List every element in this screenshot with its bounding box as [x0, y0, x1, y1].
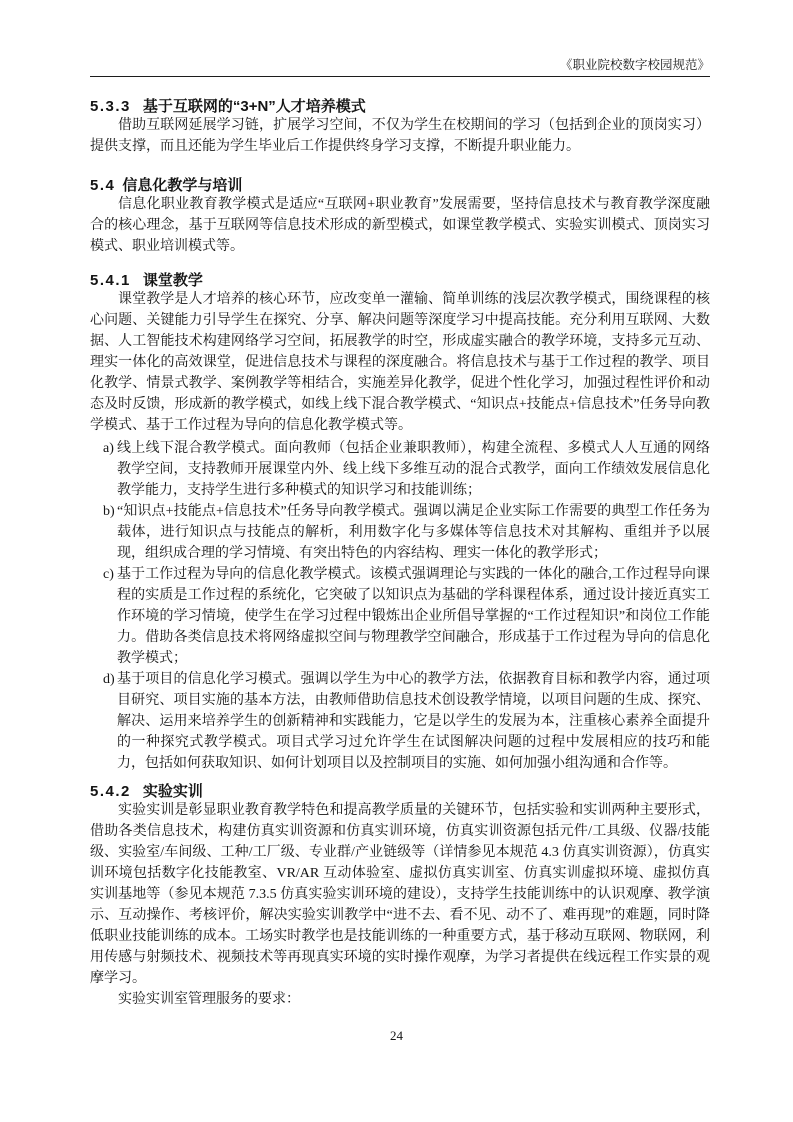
list-marker: d) — [103, 672, 115, 687]
body-paragraph: 借助互联网延展学习链，扩展学习空间，不仅为学生在校期间的学习（包括到企业的顶岗实习）提供支撑，而且还能为学生毕业后工作提供终身学习支撑，不断提升职业能力。 — [90, 118, 710, 154]
page-content — [90, 57, 710, 1010]
list-item-text: “知识点+技能点+信息技术”任务导向教学模式。强调以满足企业实际工作需要的典型工作任务为载体，进行知识点与技能点的解析，利用数字化与多媒体等信息技术对其解构、重组并予以展现，组织成合理的学习情境、有突出特色的内容结构、理实一体化的教学形式； — [117, 504, 710, 561]
document-title: 《职业院校数字校园规范》 — [559, 58, 710, 72]
section-title: 实验实训 — [142, 783, 203, 800]
section-heading-5-3-3 — [90, 98, 710, 115]
teaching-mode-list — [90, 438, 710, 774]
list-item-text: 基于项目的信息化学习模式。强调以学生为中心的教学方法，依据教育目标和教学内容，通过项目研究、项目实施的基本方法，由教师借助信息技术创设教学情境，以项目问题的生成、探究、解决、运用来培养学生的创新精神和实践能力，它是以学生的发展为本，注重核心素养全面提升的一种探究式教学模式。项目式学习过允许学生在试图解决问题的过程中发展相应的技巧和能力，包括如何获取知识、如何计划项目以及控制项目的实施、如何加强小组沟通和合作等。 — [117, 672, 710, 771]
page-number: 24 — [390, 1028, 403, 1043]
list-item-text: 基于工作过程为导向的信息化教学模式。该模式强调理论与实践的一体化的融合,工作过程导向课程的实质是工作过程的系统化，它突破了以知识点为基础的学科课程体系，通过设计接近真实工作环境的学习情境，使学生在学习过程中锻炼出企业所倡导掌握的“工作过程知识”和岗位工作能力。借助各类信息技术将网络虚拟空间与物理教学空间融合，形成基于工作过程为导向的信息化教学模式； — [117, 567, 710, 666]
section-number: 5.3.3 — [90, 98, 131, 115]
section-title: 基于互联网的“3+N”人才培养模式 — [142, 98, 366, 115]
body-paragraph: 信息化职业教育教学模式是适应“互联网+职业教育”发展需要，坚持信息技术与教育教学深度融合的核心理念，基于互联网等信息技术形成的新型模式，如课堂教学模式、实验实训模式、顶岗实习模式、职业培训模式等。 — [90, 197, 710, 254]
list-marker: b) — [103, 504, 115, 519]
list-item — [90, 564, 710, 669]
body-paragraph: 实验实训室管理服务的要求： — [118, 992, 300, 1007]
page-header — [90, 57, 710, 77]
section-heading-5-4-2 — [90, 783, 710, 800]
list-item-text: 线上线下混合教学模式。面向教师（包括企业兼职教师），构建全流程、多模式人人互通的网络教学空间，支持教师开展课堂内外、线上线下多维互动的混合式教学，面向工作绩效发展信息化教学能力，支持学生进行多种模式的知识学习和技能训练； — [117, 441, 710, 498]
list-item — [90, 669, 710, 774]
section-heading-5-4-1 — [90, 272, 710, 289]
section-number: 5.4.1 — [90, 272, 131, 289]
section-number: 5.4 — [90, 177, 116, 194]
list-marker: a) — [103, 441, 114, 456]
section-heading-5-4 — [90, 177, 710, 194]
section-number: 5.4.2 — [90, 783, 131, 800]
list-item — [90, 501, 710, 564]
list-marker: c) — [103, 567, 114, 582]
list-item — [90, 438, 710, 501]
body-paragraph: 实验实训是彰显职业教育教学特色和提高教学质量的关键环节，包括实验和实训两种主要形式，借助各类信息技术，构建仿真实训资源和仿真实训环境，仿真实训资源包括元件/工具级、仪器/技能级、实验室/车间级、工种/工厂级、专业群/产业链级等（详情参见本规范 4.3 仿真实训资源），仿真实训环境包括数字化技能教室、VR/AR 互动体验室、虚拟仿真实训室、仿真实训虚拟环境、虚拟仿真实训基地等（参见本规范 7.3.5 仿真实验实训环境的建设），支持学生技能训练中的认识观摩、教学演示、互动操作、考核评价，解决实验实训教学中“进不去、看不见、动不了、难再现”的难题，同时降低职业技能训练的成本。工场实时教学也是技能训练的一种重要方式，基于移动互联网、物联网，利用传感与射频技术、视频技术等再现真实环境的实时操作观摩，为学习者提供在线远程工作实景的观摩学习。 — [90, 803, 710, 986]
section-title: 课堂教学 — [142, 272, 203, 289]
section-title: 信息化教学与培训 — [122, 177, 243, 194]
body-paragraph: 课堂教学是人才培养的核心环节，应改变单一灌输、简单训练的浅层次教学模式，围绕课程的核心问题、关键能力引导学生在探究、分享、解决问题等深度学习中提高技能。充分利用互联网、大数据、人工智能技术构建网络学习空间，拓展教学的时空，形成虚实融合的教学环境，支持多元互动、理实一体化的高效课堂，促进信息技术与课程的深度融合。将信息技术与基于工作过程的教学、项目化教学、情景式教学、案例教学等相结合，实施差异化教学，促进个性化学习，加强过程性评价和动态及时反馈，形成新的教学模式，如线上线下混合教学模式、“知识点+技能点+信息技术”任务导向教学模式、基于工作过程为导向的信息化教学模式等。 — [90, 292, 710, 433]
